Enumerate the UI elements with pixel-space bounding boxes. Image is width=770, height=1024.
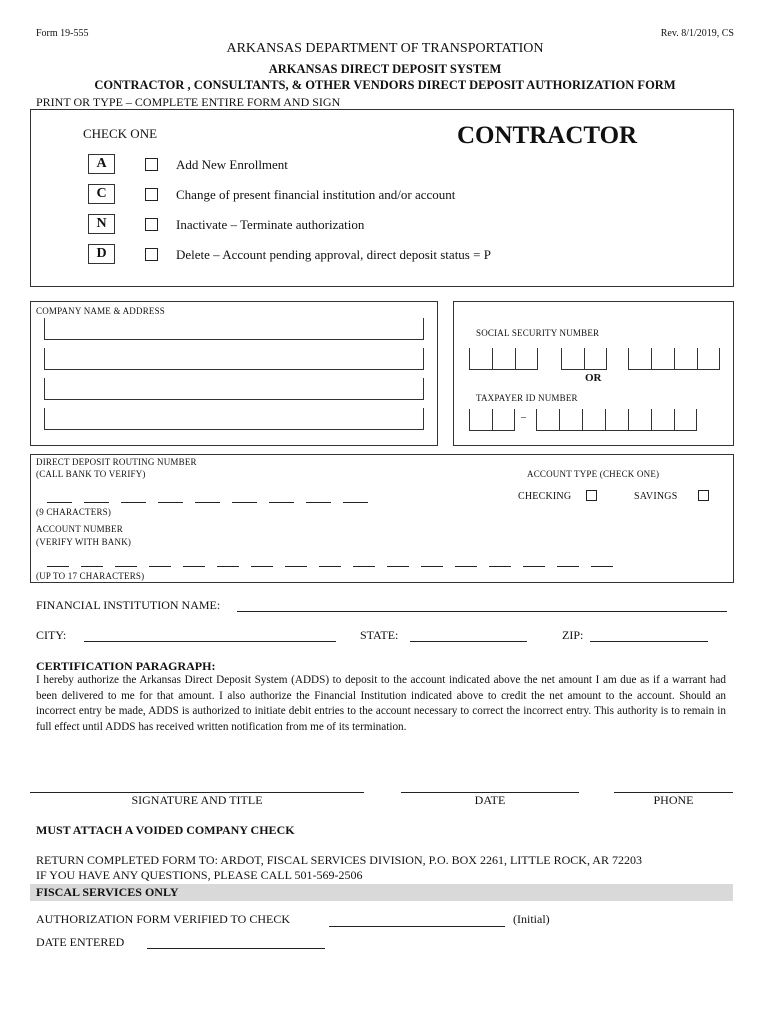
routing-hint: (CALL BANK TO VERIFY): [36, 469, 146, 479]
phone-label: PHONE: [653, 793, 694, 807]
tin-digit[interactable]: [536, 409, 559, 431]
ssn-digit[interactable]: [584, 348, 607, 370]
company-section: [30, 301, 438, 446]
attach-notice: MUST ATTACH A VOIDED COMPANY CHECK: [36, 823, 295, 837]
fiscal-services-bar: [30, 884, 733, 901]
signature-label: SIGNATURE AND TITLE: [131, 793, 263, 807]
tin-digit[interactable]: [651, 409, 674, 431]
banking-section: [30, 454, 734, 583]
ssn-digit[interactable]: [492, 348, 515, 370]
state-field[interactable]: [410, 641, 527, 642]
zip-label: ZIP:: [562, 628, 584, 642]
state-label: STATE:: [360, 628, 399, 642]
form-number: Form 19-555: [36, 28, 89, 39]
taxpayer-id-label: TAXPAYER ID NUMBER: [476, 393, 578, 403]
tin-group-1[interactable]: [469, 409, 515, 431]
ssn-digit[interactable]: [469, 348, 492, 370]
fiscal-services-heading: FISCAL SERVICES ONLY: [36, 885, 179, 899]
tin-digit[interactable]: [605, 409, 628, 431]
ssn-digit[interactable]: [651, 348, 674, 370]
tax-id-section: [453, 301, 734, 446]
ssn-digit[interactable]: [515, 348, 538, 370]
instructions: PRINT OR TYPE – COMPLETE ENTIRE FORM AND SIGN: [36, 95, 341, 109]
option-code-d: D: [88, 244, 115, 264]
company-line-4[interactable]: [44, 408, 424, 430]
ssn-digit[interactable]: [561, 348, 584, 370]
department-title: ARKANSAS DEPARTMENT OF TRANSPORTATION: [226, 41, 544, 56]
institution-name-field[interactable]: [237, 611, 727, 612]
option-label-add: Add New Enrollment: [176, 157, 288, 172]
verified-initial-field[interactable]: [329, 926, 505, 927]
tin-digit[interactable]: [674, 409, 697, 431]
ssn-group-3[interactable]: [628, 348, 720, 370]
city-label: CITY:: [36, 628, 67, 642]
checking-label: CHECKING: [518, 491, 572, 502]
zip-field[interactable]: [590, 641, 708, 642]
vendor-type-title: CONTRACTOR: [457, 122, 638, 149]
option-code-n: N: [88, 214, 115, 234]
certification-body: I hereby authorize the Arkansas Direct Deposit System (ADDS) to deposit to the account indicated above the net amount I am due as if a warrant had been delivered to me for that amount. I also authorize the Financial Institution indicated above to credit the net amount to the account. Should an incorrect entry be made, ADDS is authorized to initiate debit entries to the account necessary to correct the incorrect entry. This authority is to remain in full effect until ADDS has received written notification from me of its termination.: [36, 674, 726, 733]
tin-digit[interactable]: [469, 409, 492, 431]
questions-phone: IF YOU HAVE ANY QUESTIONS, PLEASE CALL 501-569-2506: [36, 868, 363, 882]
option-label-delete: Delete – Account pending approval, direct deposit status = P: [176, 247, 491, 262]
date-entered-label: DATE ENTERED: [36, 935, 125, 949]
tin-digit[interactable]: [559, 409, 582, 431]
ssn-group-1[interactable]: [469, 348, 538, 370]
date-entered-field[interactable]: [147, 948, 325, 949]
checkbox-change-institution[interactable]: [145, 188, 158, 201]
option-label-inactivate: Inactivate – Terminate authorization: [176, 217, 365, 232]
city-field[interactable]: [84, 641, 336, 642]
option-code-c: C: [88, 184, 115, 204]
routing-label: DIRECT DEPOSIT ROUTING NUMBER: [36, 457, 197, 467]
ssn-label: SOCIAL SECURITY NUMBER: [476, 328, 600, 338]
tin-digit[interactable]: [582, 409, 605, 431]
option-label-change: Change of present financial institution and/or account: [176, 187, 456, 202]
check-one-label: CHECK ONE: [83, 126, 158, 141]
account-number-input[interactable]: [47, 565, 613, 567]
routing-number-input[interactable]: [47, 501, 368, 503]
routing-chars: (9 CHARACTERS): [36, 507, 112, 517]
date-label: DATE: [474, 793, 506, 807]
tin-separator: –: [521, 412, 526, 423]
verified-label: AUTHORIZATION FORM VERIFIED TO CHECK: [36, 912, 291, 926]
option-code-a: A: [88, 154, 115, 174]
account-chars: (UP TO 17 CHARACTERS): [36, 571, 145, 581]
revision-date: Rev. 8/1/2019, CS: [660, 28, 734, 39]
checkbox-inactivate[interactable]: [145, 218, 158, 231]
checkbox-add-new-enrollment[interactable]: [145, 158, 158, 171]
or-label: OR: [585, 372, 602, 384]
tin-digit[interactable]: [492, 409, 515, 431]
ssn-digit[interactable]: [674, 348, 697, 370]
tin-digit[interactable]: [628, 409, 651, 431]
checkbox-checking[interactable]: [586, 490, 597, 501]
account-type-label: ACCOUNT TYPE (CHECK ONE): [527, 469, 660, 479]
savings-label: SAVINGS: [634, 491, 678, 502]
check-one-section: [30, 109, 734, 287]
checkbox-delete[interactable]: [145, 248, 158, 261]
form-title: CONTRACTOR , CONSULTANTS, & OTHER VENDORS DIRECT DEPOSIT AUTHORIZATION FORM: [94, 78, 676, 92]
ssn-digit[interactable]: [697, 348, 720, 370]
system-title: ARKANSAS DIRECT DEPOSIT SYSTEM: [268, 62, 502, 76]
account-number-label: ACCOUNT NUMBER: [36, 524, 123, 534]
company-line-2[interactable]: [44, 348, 424, 370]
tin-group-2[interactable]: [536, 409, 697, 431]
account-number-hint: (VERIFY WITH BANK): [36, 537, 132, 547]
institution-name-label: FINANCIAL INSTITUTION NAME:: [36, 598, 221, 612]
ssn-group-2[interactable]: [561, 348, 607, 370]
company-line-1[interactable]: [44, 318, 424, 340]
initial-label: (Initial): [513, 912, 550, 926]
certification-heading: CERTIFICATION PARAGRAPH:: [36, 659, 216, 673]
checkbox-savings[interactable]: [698, 490, 709, 501]
company-label: COMPANY NAME & ADDRESS: [36, 306, 166, 316]
return-address: RETURN COMPLETED FORM TO: ARDOT, FISCAL SERVICES DIVISION, P.O. BOX 2261, LITTLE ROCK, AR 72203: [36, 853, 642, 867]
ssn-digit[interactable]: [628, 348, 651, 370]
company-line-3[interactable]: [44, 378, 424, 400]
